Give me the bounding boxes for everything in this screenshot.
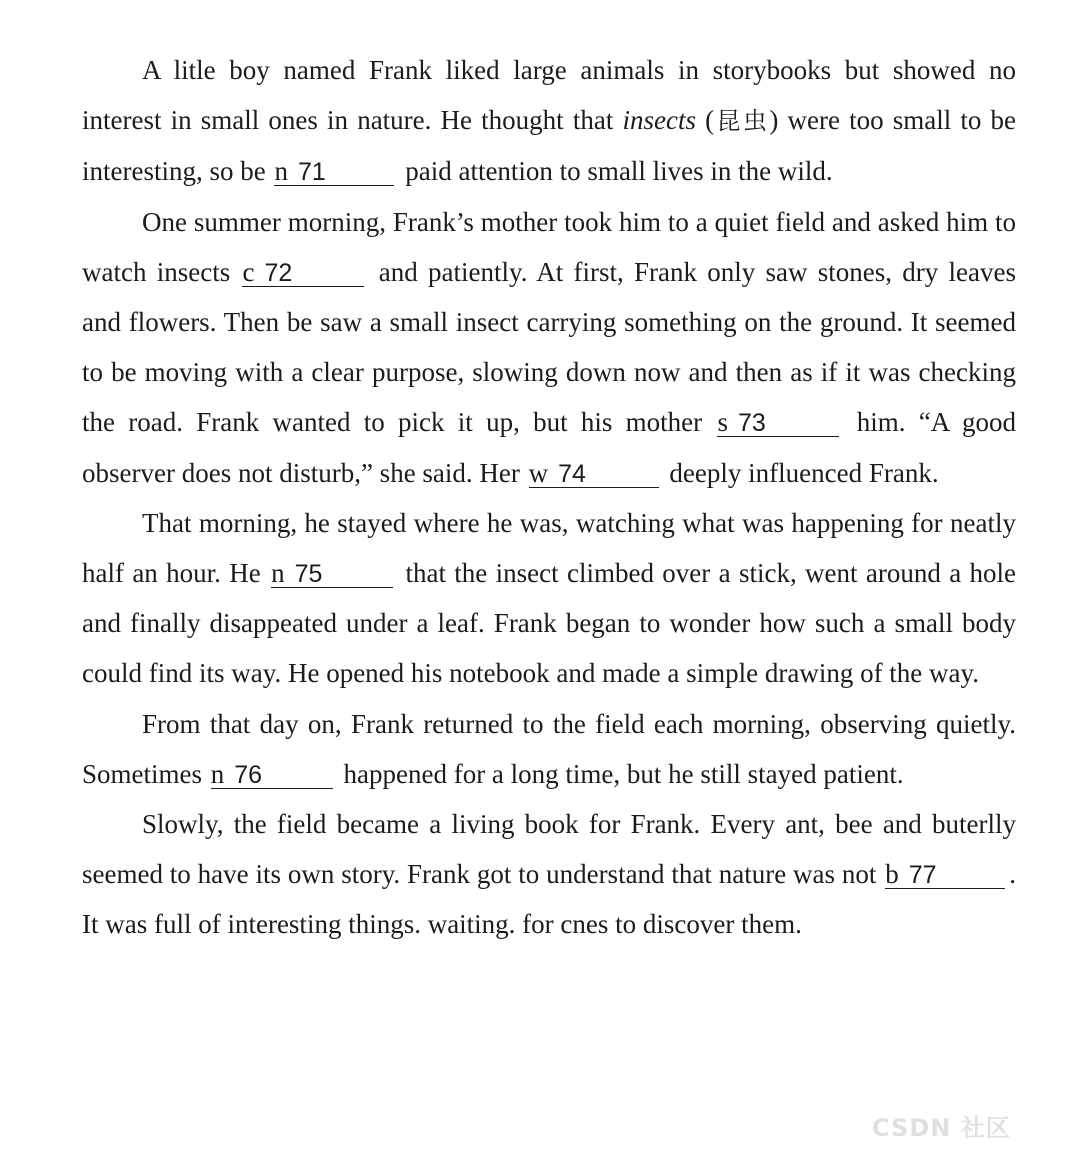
- paragraph-4: [82, 699, 1016, 799]
- paragraph-3: [82, 498, 1016, 699]
- paren-close: ): [769, 105, 779, 136]
- blank-71[interactable]: [274, 158, 394, 186]
- blank-77-letter: b: [885, 859, 899, 890]
- paragraph-2-text-b: and patiently. At first, Frank only saw stones, dry leaves and flowers. Then be saw a small insect carrying something on the ground. It seemed to be moving with a clear purpose, slowing down now and then as if it was checking the road. Frank wanted to pick it up, but his mother: [82, 256, 1016, 438]
- blank-76-letter: n: [210, 758, 225, 789]
- blank-75-letter: n: [271, 558, 285, 589]
- blank-73-number: 73: [737, 409, 766, 438]
- paragraph-5: [82, 799, 1016, 950]
- paragraph-2-text-d: deeply influenced Frank.: [669, 457, 939, 488]
- paragraph-1-text-c: paid attention to small lives in the wild.: [405, 156, 833, 187]
- blank-73[interactable]: [717, 409, 839, 437]
- blank-71-letter: n: [274, 156, 288, 187]
- blank-75[interactable]: [271, 560, 393, 588]
- blank-76-number: 76: [234, 760, 263, 789]
- word-insects: insects: [622, 105, 696, 136]
- blank-77-number: 77: [908, 861, 937, 890]
- blank-74[interactable]: [528, 457, 659, 488]
- paren-open: (: [705, 105, 715, 136]
- paragraph-4-text-a: From that day on, Frank returned to the field each morning, observing quietly. Sometimes: [82, 708, 1016, 789]
- watermark: CSDN 社区: [872, 1114, 1011, 1142]
- blank-71-number: 71: [297, 158, 326, 187]
- paragraph-2-text-a: One summer morning, Frank’s mother took him to a quiet field and asked him to watch insects: [82, 206, 1016, 287]
- blank-74-number: 74: [558, 459, 586, 488]
- paragraph-5-text-a: Slowly, the field became a living book for Frank. Every ant, bee and buterlly seemed to have its own story. Frank got to understand that nature was not: [82, 809, 1016, 890]
- paragraph-5-text-b: . It was full of interesting things. waiting. for cnes to discover them.: [82, 859, 1017, 940]
- blank-73-letter: s: [717, 407, 728, 438]
- blank-72-number: 72: [264, 258, 293, 287]
- paragraph-1-text-a: A litle boy named Frank liked large animals in storybooks but showed no interest in small ones in nature. He thought that: [82, 55, 1016, 136]
- paragraph-4-text-b: happened for a long time, but he still stayed patient.: [343, 758, 904, 789]
- blank-75-number: 75: [294, 560, 323, 589]
- paragraph-3-text-a: That morning, he stayed where he was, watching what was happening for neatly half an hour. He: [82, 507, 1016, 589]
- paragraph-3-text-b: that the insect climbed over a stick, went around a hole and finally disappeated under a leaf. Frank began to wonder how such a small body could find its way. He opened his notebook and made a simple drawing of the way.: [82, 558, 1017, 689]
- blank-74-letter: w: [528, 457, 549, 488]
- paragraph-1-text-b: were too small to be interesting, so be: [82, 105, 1017, 187]
- blank-72[interactable]: [242, 256, 364, 287]
- paragraph-2-text-c: him. “A good observer does not disturb,” she said. Her: [82, 407, 1017, 488]
- chinese-gloss: 昆虫: [714, 107, 770, 136]
- blank-76[interactable]: [210, 758, 333, 789]
- paragraph-2: [82, 197, 1016, 498]
- blank-77[interactable]: [885, 861, 1005, 889]
- passage: [82, 45, 1016, 950]
- paragraph-1: [82, 45, 1016, 197]
- blank-72-letter: c: [242, 256, 255, 287]
